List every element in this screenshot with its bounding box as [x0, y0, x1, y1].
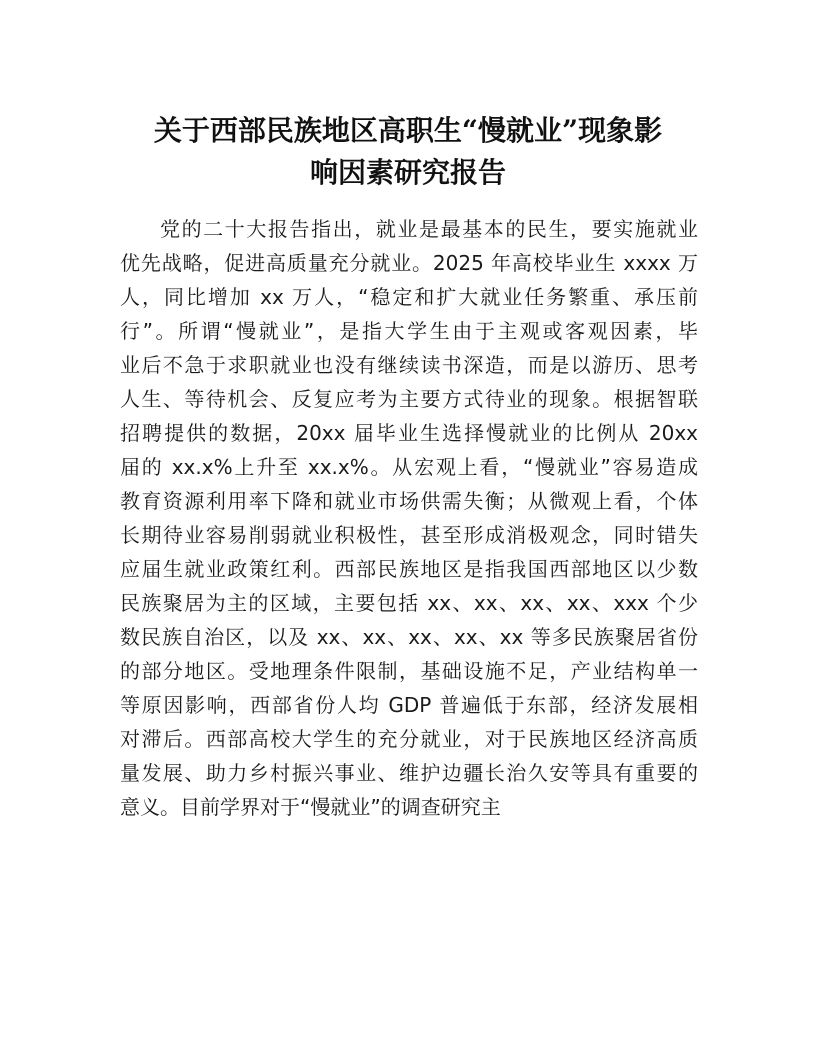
body-line: 人，同比增加 xx 万人，“稳定和扩大就业任务繁重、承压前 [120, 285, 698, 309]
body-line: 招聘提供的数据，20xx 届毕业生选择慢就业的比例从 20xx [120, 421, 698, 445]
body-line: 优先战略，促进高质量充分就业。2025 年高校毕业生 xxxx 万 [120, 251, 698, 275]
body-line: 等原因影响，西部省份人均 GDP 普遍低于东部，经济发展相 [120, 693, 698, 717]
document-title [100, 110, 716, 194]
body-line: 人生、等待机会、反复应考为主要方式待业的现象。根据智联 [120, 387, 698, 411]
body-line: 量发展、助力乡村振兴事业、维护边疆长治久安等具有重要的 [120, 761, 698, 785]
body-line: 应届生就业政策红利。西部民族地区是指我国西部地区以少数 [120, 557, 698, 581]
body-line: 数民族自治区，以及 xx、xx、xx、xx、xx 等多民族聚居省份 [120, 625, 698, 649]
title-line-2: 响因素研究报告 [309, 156, 506, 189]
body-line: 的部分地区。受地理条件限制，基础设施不足，产业结构单一 [120, 659, 698, 683]
body-line: 民族聚居为主的区域，主要包括 xx、xx、xx、xx、xxx 个少 [120, 591, 698, 615]
body-line: 党的二十大报告指出，就业是最基本的民生，要实施就业 [160, 217, 698, 241]
body-line: 意义。目前学界对于“慢就业”的调查研究主 [120, 795, 501, 819]
title-line-1: 关于西部民族地区高职生“慢就业”现象影 [153, 114, 663, 147]
body-line: 业后不急于求职就业也没有继续读书深造，而是以游历、思考 [120, 353, 698, 377]
body-line: 行”。所谓“慢就业”，是指大学生由于主观或客观因素，毕 [120, 319, 698, 343]
body-line: 教育资源利用率下降和就业市场供需失衡；从微观上看，个体 [120, 489, 698, 513]
body-line: 长期待业容易削弱就业积极性，甚至形成消极观念，同时错失 [120, 523, 698, 547]
document-body [120, 212, 698, 824]
body-line: 对滞后。西部高校大学生的充分就业，对于民族地区经济高质 [120, 727, 698, 751]
body-line: 届的 xx.x%上升至 xx.x%。从宏观上看，“慢就业”容易造成 [120, 455, 698, 479]
